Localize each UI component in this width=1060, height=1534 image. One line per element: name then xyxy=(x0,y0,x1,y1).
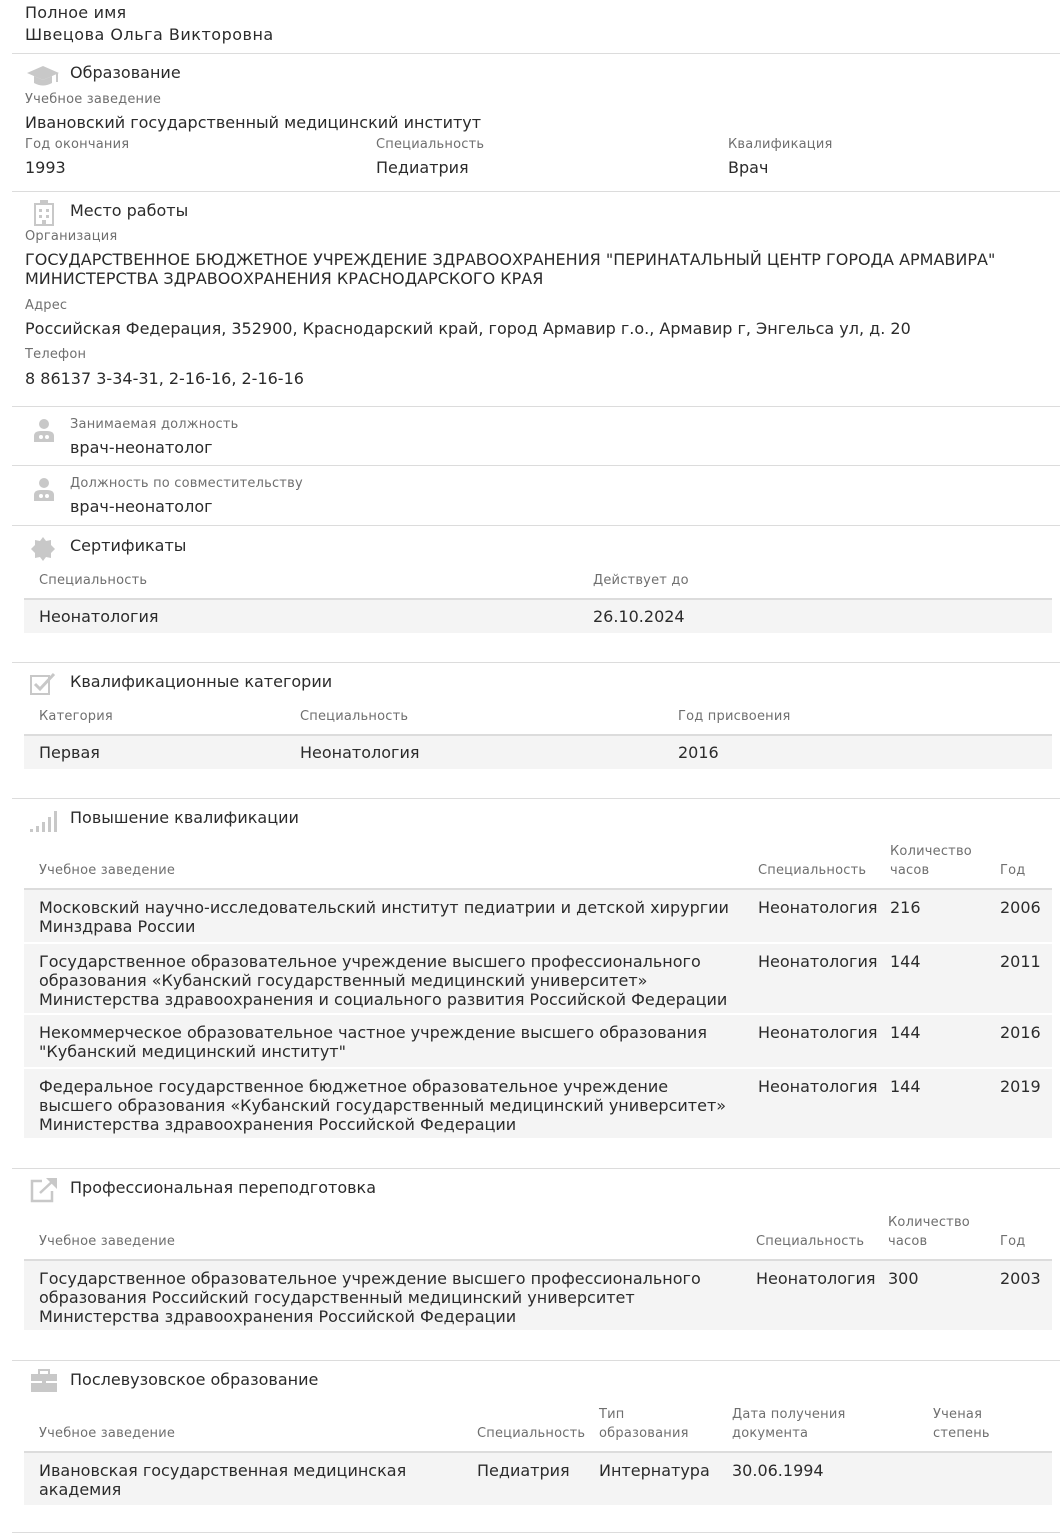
training-institution: Федеральное государственное бюджетное образовательное учреждение высшего образования «Кубанский государственный медицинский университет» Министерства здравоохранения Российской Федерации xyxy=(39,1077,727,1134)
training-hours: 144 xyxy=(890,1023,921,1042)
doctor-icon xyxy=(33,417,55,443)
column-header-hours-line2: часов xyxy=(888,1234,928,1249)
retraining-institution: Государственное образовательное учреждение высшего профессионального образования Российский государственный медицинский университет Министерства здравоохранения Российской Федерации xyxy=(39,1269,701,1326)
divider xyxy=(12,525,1060,526)
column-header-type-line1: Тип xyxy=(599,1407,625,1422)
briefcase-icon xyxy=(30,1369,58,1393)
table-row xyxy=(24,1261,1052,1330)
certificates-title: Сертификаты xyxy=(70,536,187,555)
position-label: Занимаемая должность xyxy=(70,417,239,432)
graduation-cap-icon xyxy=(25,64,61,88)
column-header-specialty: Специальность xyxy=(300,709,409,724)
phone-label: Телефон xyxy=(25,347,87,362)
education-title: Образование xyxy=(70,63,181,82)
address-label: Адрес xyxy=(25,298,68,313)
column-header-year: Год присвоения xyxy=(678,709,791,724)
building-icon xyxy=(33,200,55,226)
training-specialty: Неонатология xyxy=(758,952,878,971)
certificate-specialty: Неонатология xyxy=(39,607,159,626)
training-specialty: Неонатология xyxy=(758,898,878,917)
training-hours: 144 xyxy=(890,952,921,971)
retraining-specialty: Неонатология xyxy=(756,1269,876,1288)
column-header-date-line1: Дата получения xyxy=(732,1407,846,1422)
address-value: Российская Федерация, 352900, Краснодарский край, город Армавир г.о., Армавир г, Энгельса ул, д. 20 xyxy=(25,319,911,338)
organization-line-1: ГОСУДАРСТВЕННОЕ БЮДЖЕТНОЕ УЧРЕЖДЕНИЕ ЗДРАВООХРАНЕНИЯ "ПЕРИНАТАЛЬНЫЙ ЦЕНТР ГОРОДА АРМАВИРА" xyxy=(25,250,996,269)
education-specialty-label: Специальность xyxy=(376,137,485,152)
retraining-hours: 300 xyxy=(888,1269,919,1288)
education-institution-label: Учебное заведение xyxy=(25,92,162,107)
retraining-year: 2003 xyxy=(1000,1269,1041,1288)
training-institution: Московский научно-исследовательский институт педиатрии и детской хирургии Минздрава России xyxy=(39,898,729,936)
secondary-position-value: врач-неонатолог xyxy=(70,497,213,516)
training-title: Повышение квалификации xyxy=(70,808,299,827)
divider xyxy=(12,798,1060,799)
column-header-year: Год xyxy=(1000,863,1026,878)
postgrad-specialty: Педиатрия xyxy=(477,1461,570,1480)
divider xyxy=(12,1532,1060,1533)
full-name-value: Швецова Ольга Викторовна xyxy=(25,25,274,44)
education-year-label: Год окончания xyxy=(25,137,130,152)
checkbox-checked-icon xyxy=(30,672,56,696)
training-specialty: Неонатология xyxy=(758,1077,878,1096)
divider xyxy=(12,662,1060,663)
column-header-valid-until: Действует до xyxy=(593,573,689,588)
training-hours: 216 xyxy=(890,898,921,917)
table-row xyxy=(24,890,1052,942)
table-row xyxy=(24,944,1052,1013)
postgrad-date: 30.06.1994 xyxy=(732,1461,824,1480)
column-header-specialty: Специальность xyxy=(477,1426,586,1441)
postgrad-institution: Ивановская государственная медицинская академия xyxy=(39,1461,407,1499)
workplace-title: Место работы xyxy=(70,201,189,220)
secondary-position-label: Должность по совместительству xyxy=(70,476,303,491)
column-header-date-line2: документа xyxy=(732,1426,809,1441)
divider xyxy=(12,1360,1060,1361)
training-specialty: Неонатология xyxy=(758,1023,878,1042)
certificate-seal-icon xyxy=(31,537,55,561)
column-header-specialty: Специальность xyxy=(39,573,148,588)
postgrad-title: Послевузовское образование xyxy=(70,1370,319,1389)
position-value: врач-неонатолог xyxy=(70,438,213,457)
table-row xyxy=(24,1069,1052,1138)
divider xyxy=(12,465,1060,466)
training-institution: Некоммерческое образовательное частное учреждение высшего образования "Кубанский медицинский институт" xyxy=(39,1023,707,1061)
training-year: 2019 xyxy=(1000,1077,1041,1096)
phone-value: 8 86137 3-34-31, 2-16-16, 2-16-16 xyxy=(25,369,304,388)
column-header-hours-line1: Количество xyxy=(890,844,972,859)
table-row xyxy=(24,1015,1052,1067)
divider xyxy=(12,406,1060,407)
column-header-hours-line2: часов xyxy=(890,863,930,878)
training-year: 2011 xyxy=(1000,952,1041,971)
education-qualification-value: Врач xyxy=(728,158,769,177)
divider xyxy=(12,53,1060,54)
education-year-value: 1993 xyxy=(25,158,66,177)
column-header-category: Категория xyxy=(39,709,113,724)
organization-line-2: МИНИСТЕРСТВА ЗДРАВООХРАНЕНИЯ КРАСНОДАРСКОГО КРАЯ xyxy=(25,269,544,288)
column-header-type-line2: образования xyxy=(599,1426,689,1441)
doctor-icon xyxy=(33,476,55,502)
education-institution-value: Ивановский государственный медицинский институт xyxy=(25,113,482,132)
certificate-valid-until: 26.10.2024 xyxy=(593,607,685,626)
category-year: 2016 xyxy=(678,743,719,762)
column-header-degree-line1: Ученая xyxy=(933,1407,983,1422)
retraining-title: Профессиональная переподготовка xyxy=(70,1178,376,1197)
organization-label: Организация xyxy=(25,229,118,244)
education-specialty-value: Педиатрия xyxy=(376,158,469,177)
postgrad-type: Интернатура xyxy=(599,1461,710,1480)
column-header-institution: Учебное заведение xyxy=(39,863,176,878)
column-header-institution: Учебное заведение xyxy=(39,1426,176,1441)
divider xyxy=(12,1168,1060,1169)
column-header-hours-line1: Количество xyxy=(888,1215,970,1230)
external-link-icon xyxy=(30,1177,58,1203)
category-specialty: Неонатология xyxy=(300,743,420,762)
training-institution: Государственное образовательное учреждение высшего профессионального образования «Кубанский государственный медицинский университет» Министерства здравоохранения и социального развития Российской Федерации xyxy=(39,952,728,1009)
signal-bars-icon xyxy=(30,810,58,832)
training-year: 2006 xyxy=(1000,898,1041,917)
category-value: Первая xyxy=(39,743,100,762)
categories-title: Квалификационные категории xyxy=(70,672,333,691)
table-row xyxy=(24,1453,1052,1505)
full-name-label: Полное имя xyxy=(25,3,127,22)
column-header-institution: Учебное заведение xyxy=(39,1234,176,1249)
training-year: 2016 xyxy=(1000,1023,1041,1042)
table-row xyxy=(24,736,1052,769)
column-header-year: Год xyxy=(1000,1234,1026,1249)
column-header-specialty: Специальность xyxy=(758,863,867,878)
table-row xyxy=(24,600,1052,633)
divider xyxy=(12,191,1060,192)
column-header-specialty: Специальность xyxy=(756,1234,865,1249)
column-header-degree-line2: степень xyxy=(933,1426,990,1441)
training-hours: 144 xyxy=(890,1077,921,1096)
education-qualification-label: Квалификация xyxy=(728,137,833,152)
